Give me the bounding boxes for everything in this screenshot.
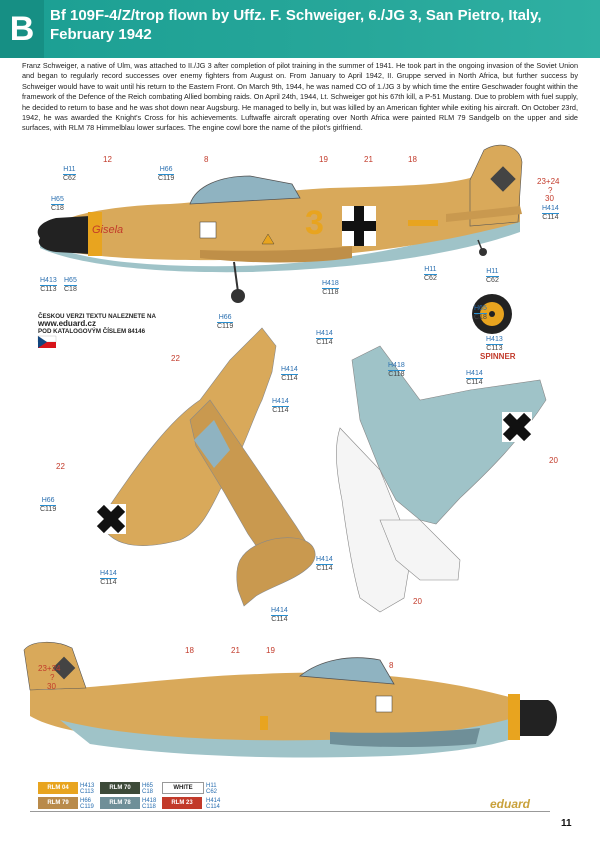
spinner-label: SPINNER bbox=[480, 352, 516, 361]
czech-version-note: ČESKOU VERZI TEXTU NALEZNETE NA www.eduard.cz POD KATALOGOVÝM ČÍSLEM 84146 bbox=[38, 313, 156, 335]
paint-label: H414 C114 bbox=[100, 570, 117, 586]
eduard-logo: eduard bbox=[490, 797, 531, 811]
paint-label: H414 C114 bbox=[542, 205, 559, 221]
paint-label: H413 C113 bbox=[486, 336, 503, 352]
legend-code: H414 C114 bbox=[206, 798, 221, 810]
paint-label: H414 C114 bbox=[466, 370, 483, 386]
stencil-number: ? bbox=[50, 673, 55, 682]
bottom-view bbox=[336, 346, 546, 612]
stencil-number: 21 bbox=[231, 646, 240, 655]
stencil-number: 23+24 bbox=[38, 664, 61, 673]
paint-label: H11 C62 bbox=[424, 266, 437, 282]
profile-badge: B bbox=[0, 0, 44, 58]
legend-code: H11 C62 bbox=[206, 783, 218, 795]
stencil-number: 18 bbox=[185, 646, 194, 655]
stencil-number: 30 bbox=[545, 194, 554, 203]
legend-code: H65 C18 bbox=[142, 783, 154, 795]
stencil-number: 20 bbox=[413, 597, 422, 606]
legend-code: H66 C119 bbox=[80, 798, 94, 810]
stencil-number: 18 bbox=[408, 155, 417, 164]
paint-label: H414 C114 bbox=[271, 607, 288, 623]
stencil-number: 22 bbox=[171, 354, 180, 363]
paint-label: H65 C18 bbox=[474, 305, 487, 321]
legend-swatch-rlm78: RLM 78 bbox=[100, 797, 140, 809]
legend-swatch-rlm23: RLM 23 bbox=[162, 797, 202, 809]
legend-swatch-rlm04: RLM 04 bbox=[38, 782, 78, 794]
page-title: Bf 109F-4/Z/trop flown by Uffz. F. Schweiger, 6./JG 3, San Pietro, Italy, February 1942 bbox=[50, 7, 542, 43]
stencil-number: 8 bbox=[204, 155, 209, 164]
legend-swatch-white: WHITE bbox=[162, 782, 204, 794]
cowl-name: Gisela bbox=[92, 224, 124, 236]
page-number: 11 bbox=[561, 818, 572, 829]
paint-label: H65 C18 bbox=[51, 196, 64, 212]
paint-label: H414 C114 bbox=[316, 556, 333, 572]
paint-label: H413 C113 bbox=[40, 277, 57, 293]
paint-label: H414 C114 bbox=[272, 398, 289, 414]
legend-swatch-rlm79: RLM 79 bbox=[38, 797, 78, 809]
paint-label: H65 C18 bbox=[64, 277, 77, 293]
paint-label: H414 C114 bbox=[281, 366, 298, 382]
paint-label: H66 C119 bbox=[217, 314, 234, 330]
stencil-number: 22 bbox=[56, 462, 65, 471]
czech-flag-icon bbox=[38, 336, 56, 348]
history-text: Franz Schweiger, a native of Ulm, was attached to II./JG 3 after completion of pilot training in the summer of 1941. He took part in the ongoing invasion of the Soviet Union and began to regularly record successes over enemy fighters from August on. From January to April 1942, II. Gruppe served in North Africa, but further success by Schweiger would have to wait until his return to the Eastern Front. On March 9th, 1944, he was named CO of 1./JG 3 by which time the entire Geschwader fought within the framework of the Defence of the Reich combating Allied bombing raids. On April 24th, 1944, Lt. Schweiger got his 67th kill, a P-51 Mustang. Due to problem with fuel supply, he decided to return to base and he was shot down near Augsburg. He managed to belly in, but was killed by an American fighter while exiting his aircraft. On October 23rd, 1942, he was awarded the Knight's Cross for his achievements. Luftwaffe aircraft operating over North Africa were painted RLM 79 Sandgelb on the upper and side surfaces, with RLM 78 Himmelblau lower surfaces. The engine cowl bore the name of the pilot's girlfriend. bbox=[22, 61, 578, 133]
stencil-number: 19 bbox=[319, 155, 328, 164]
stencil-number: 8 bbox=[389, 661, 394, 670]
paint-label: H414 C114 bbox=[316, 330, 333, 346]
legend-swatch-rlm70: RLM 70 bbox=[100, 782, 140, 794]
stencil-number: 30 bbox=[47, 682, 56, 691]
legend-code: H413 C113 bbox=[80, 783, 95, 795]
stencil-number: 20 bbox=[549, 456, 558, 465]
paint-label: H11 C62 bbox=[63, 166, 76, 182]
stencil-number: 23+24 bbox=[537, 177, 560, 186]
paint-label: H418 C118 bbox=[322, 280, 339, 296]
legend-code: H418 C118 bbox=[142, 798, 157, 810]
paint-label: H418 C118 bbox=[388, 362, 405, 378]
paint-label: H11 C62 bbox=[486, 268, 499, 284]
paint-label: H66 C119 bbox=[158, 166, 175, 182]
stencil-number: 21 bbox=[364, 155, 373, 164]
paint-label: H66 C119 bbox=[40, 497, 57, 513]
stencil-number: 12 bbox=[103, 155, 112, 164]
fuselage-number: 3 bbox=[305, 204, 324, 242]
footer-divider bbox=[30, 811, 550, 812]
stencil-number: ? bbox=[548, 186, 553, 195]
right-side-profile bbox=[24, 642, 557, 757]
stencil-number: 19 bbox=[266, 646, 275, 655]
